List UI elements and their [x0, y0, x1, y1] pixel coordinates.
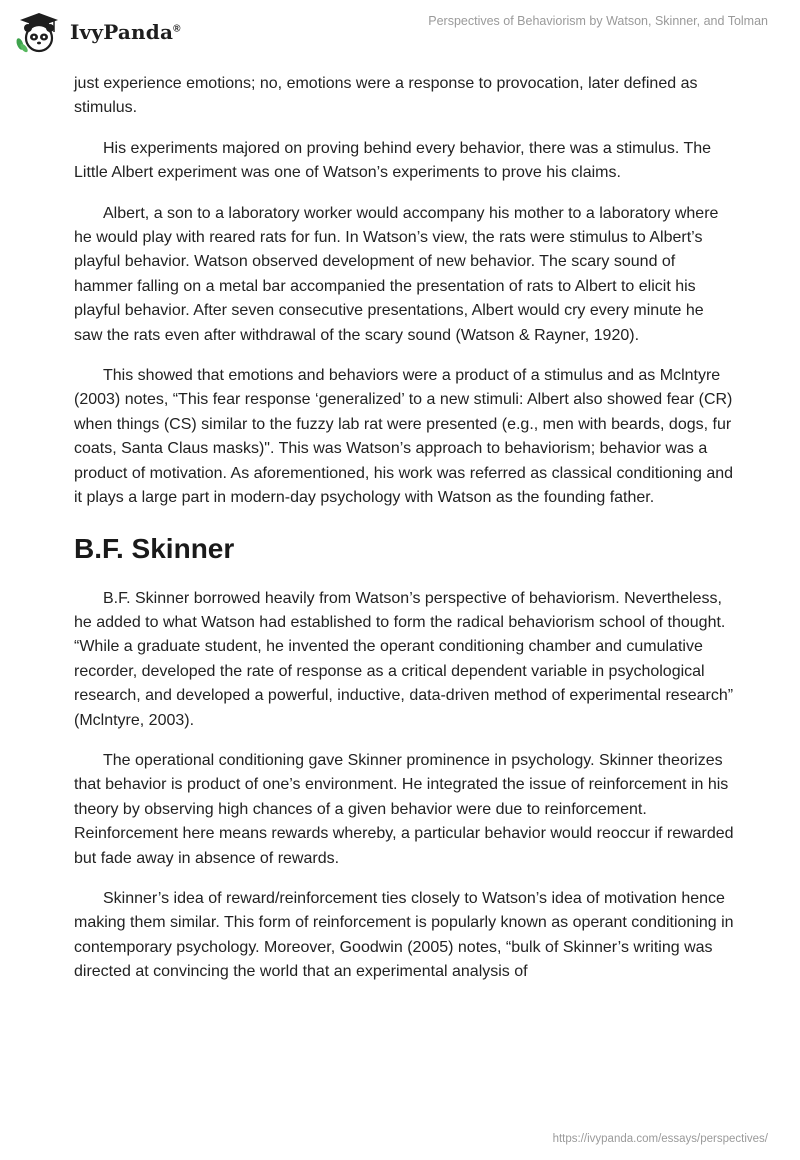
document-title: Perspectives of Behaviorism by Watson, Skinner, and Tolman [428, 14, 768, 28]
paragraph-4: This showed that emotions and behaviors were a product of a stimulus and as Mclntyre (2003) notes, “This fear response ‘generalized’ to a new stimuli: Albert also showed fear (CR) when things (CS) similar to the fuzzy lab rat were presented (e.g., men with beards, dogs, fur coats, Santa Claus masks)". This was Watson’s approach to behaviorism; behavior was a product of motivation. As aforementioned, his work was referred as classical conditioning and it plays a large part in modern-day psychology with Watson as the founding father. [74, 367, 734, 507]
footer-url-link[interactable]: https://ivypanda.com/essays/perspectives/ [552, 1133, 768, 1145]
section-heading-skinner: B.F. Skinner [74, 532, 235, 564]
paragraph-5: B.F. Skinner borrowed heavily from Watson’s perspective of behaviorism. Nevertheless, he added to what Watson had established to form the radical behaviorism school of thought. “While a graduate student, he invented the operant conditioning chamber and cumulative recorder, developed the rate of response as a critical dependent variable in psychological research, and developed a powerful, inductive, data-driven method of experimental research” (Mclntyre, 2003). [74, 589, 734, 729]
paragraph-7: Skinner’s idea of reward/reinforcement ties closely to Watson’s idea of motivation hence making them similar. This form of reinforcement is popularly known as operant conditioning in contemporary psychology. Moreover, Goodwin (2005) notes, “bulk of Skinner’s writing was directed at convincing the world that an experimental analysis of [74, 889, 734, 981]
paragraph-6: The operational conditioning gave Skinner prominence in psychology. Skinner theorizes that behavior is product of one’s environment. He integrated the issue of reinforcement in his theory by observing high chances of a given behavior were due to reinforcement. Reinforcement here means rewards whereby, a particular behavior would reoccur if rewarded but fade away in absence of rewards. [74, 751, 734, 867]
paragraph-2: His experiments majored on proving behind every behavior, there was a stimulus. The Little Albert experiment was one of Watson’s experiments to prove his claims. [74, 139, 712, 182]
panda-graduate-icon [14, 10, 64, 54]
page-header [0, 0, 800, 64]
logo-text: IvyPanda® [70, 20, 181, 44]
ivypanda-logo[interactable] [14, 10, 181, 54]
paragraph-3: Albert, a son to a laboratory worker would accompany his mother to a laboratory where he would play with reared rats for fun. In Watson’s view, the rats were stimulus to Albert’s playful behavior. Watson observed development of new behavior. The scary sound of hammer falling on a metal bar accompanied the presentation of rats to Albert to elicit his playful behavior. After seven consecutive presentations, Albert would cry every minute he saw the rats even after withdrawal of the scary sound (Watson & Rayner, 1920). [74, 204, 719, 344]
paragraph-1: just experience emotions; no, emotions were a response to provocation, later defined as stimulus. [74, 75, 698, 117]
essay-content [74, 72, 734, 1001]
